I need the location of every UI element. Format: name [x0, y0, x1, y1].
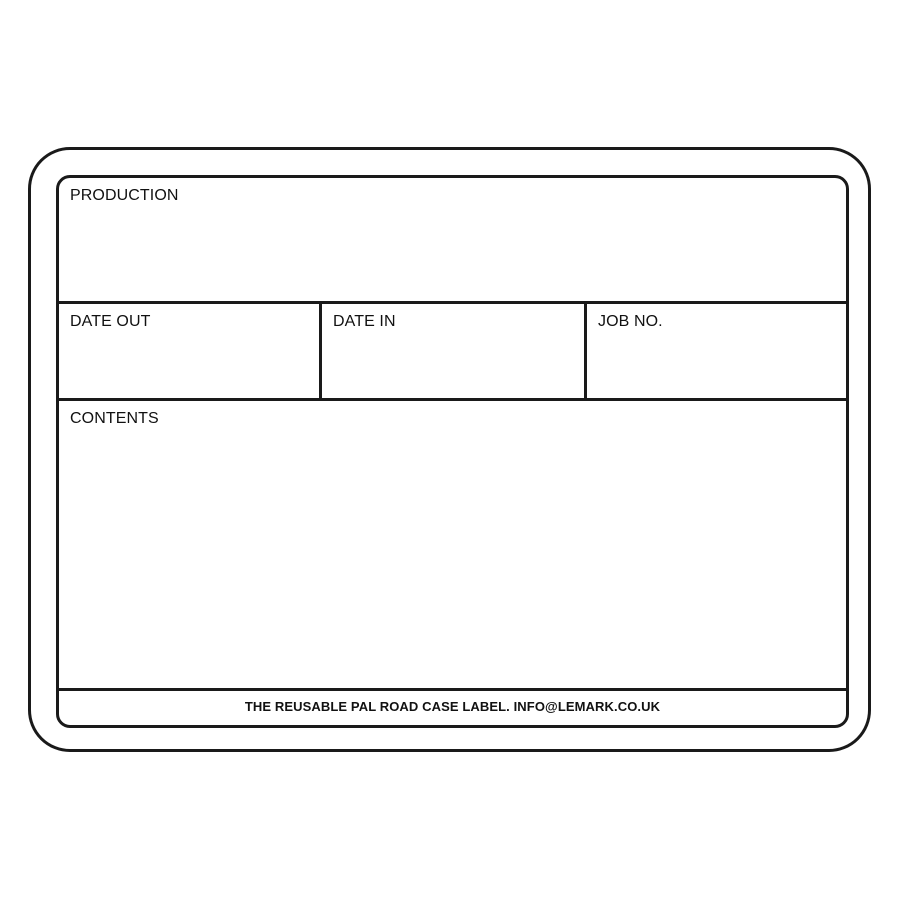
date-in-write-area[interactable] — [322, 334, 584, 398]
road-case-label-card — [28, 147, 871, 752]
date-in-cell — [322, 304, 587, 398]
date-out-label: DATE OUT — [70, 313, 151, 330]
job-no-write-area[interactable] — [587, 334, 846, 398]
date-out-write-area[interactable] — [59, 334, 319, 398]
contents-write-area[interactable] — [59, 431, 846, 688]
production-row — [59, 178, 846, 304]
date-in-label: DATE IN — [333, 313, 396, 330]
label-inner-frame — [56, 175, 849, 728]
job-no-cell — [587, 304, 846, 398]
production-label: PRODUCTION — [70, 187, 179, 204]
job-no-label: JOB NO. — [598, 313, 663, 330]
footer-row — [59, 691, 846, 722]
contents-row — [59, 401, 846, 691]
date-out-cell — [59, 304, 322, 398]
contents-label: CONTENTS — [70, 410, 159, 427]
production-write-area[interactable] — [59, 208, 846, 301]
dates-and-job-row — [59, 304, 846, 401]
footer-text: THE REUSABLE PAL ROAD CASE LABEL. INFO@LEMARK.CO.UK — [244, 699, 661, 714]
